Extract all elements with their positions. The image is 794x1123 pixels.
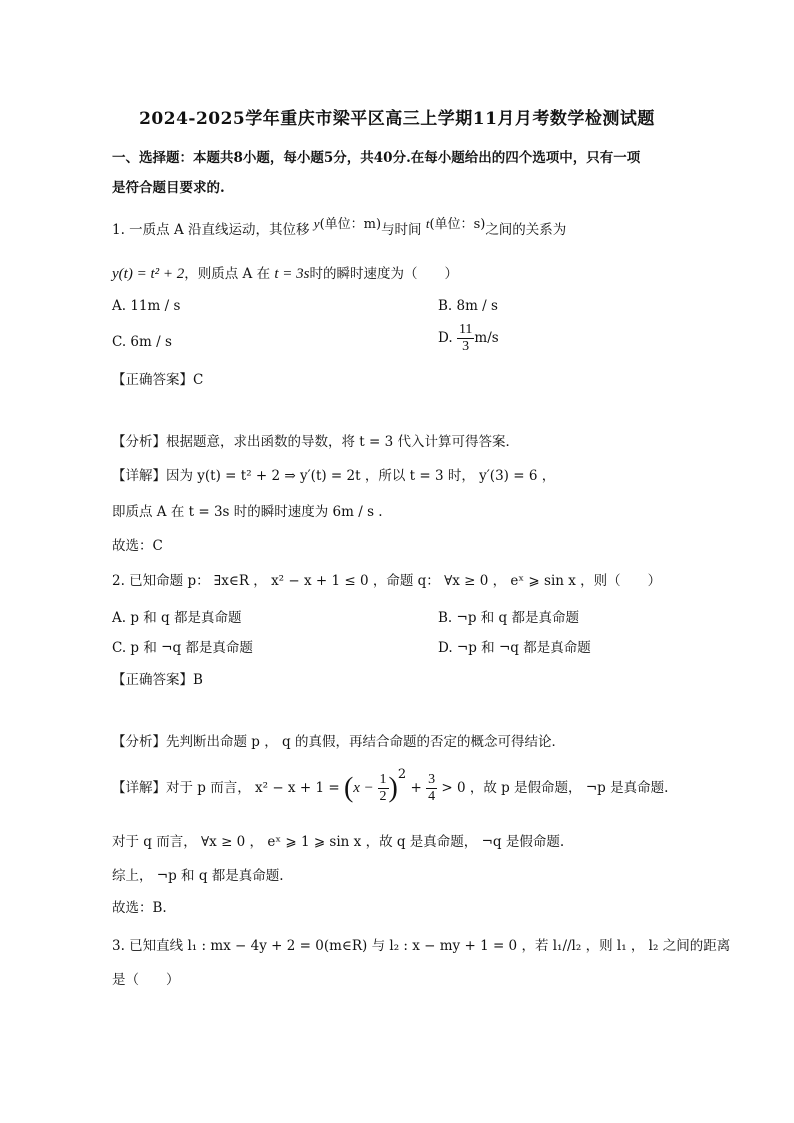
- q3-stem-line1: 3. 已知直线 l₁ : mx − 4y + 2 = 0(m∈R) 与 l₂ : x − my + 1 = 0 ，若 l₁//l₂ ，则 l₁ ， l₂ 之间的距离: [112, 938, 731, 954]
- q2-option-a: A. p 和 q 都是真命题: [112, 610, 242, 626]
- q1-s: s): [473, 217, 486, 232]
- q1-m: m): [363, 217, 382, 232]
- q2-half-fraction: $\frac{1}{2}$: [379, 772, 387, 804]
- q1-t3: t = 3s: [274, 266, 310, 282]
- q2-right-paren: ): [388, 772, 398, 804]
- q1-relation: y(t) = t² + 2: [112, 266, 185, 282]
- q1-stem-line2: [112, 264, 458, 284]
- q1-stem-d: ，则质点 A 在: [184, 266, 275, 282]
- q1-stem-b: 与时间: [381, 222, 426, 238]
- q1-choose: 故选：C: [112, 538, 163, 554]
- q2-detail-b: > 0 ，故 p 是假命题， ¬p 是真命题.: [437, 780, 669, 796]
- q1-t-label: t: [425, 216, 430, 231]
- q1-option-c: C. 6m / s: [112, 334, 172, 350]
- q2-stem: 2. 已知命题 p： ∃x∈R ， x² − x + 1 ≤ 0 ，命题 q： ∀x ≥ 0 ， eˣ ⩾ sin x ，则（ ）: [112, 573, 662, 589]
- q2-detail: [112, 768, 668, 809]
- q2-left-paren: (: [343, 772, 354, 804]
- q1-option-d: [438, 322, 499, 355]
- q2-detail-x: x −: [353, 780, 378, 796]
- q2-choose: 故选：B.: [112, 900, 167, 916]
- q1-option-a: A. 11m / s: [112, 298, 181, 314]
- q3-stem-line2: 是（ ）: [112, 972, 180, 988]
- q2-three-quarters-fraction: $\frac{3}{4}$: [428, 772, 436, 804]
- q1-y-label: y: [313, 216, 320, 231]
- q1-answer: 【正确答案】C: [112, 372, 204, 388]
- q1-option-d-fraction: $\frac{11}{3}$: [458, 322, 473, 354]
- page-title: 2024-2025学年重庆市梁平区高三上学期11月月考数学检测试题: [139, 109, 655, 129]
- q2-option-c: C. p 和 ¬q 都是真命题: [112, 640, 253, 656]
- q2-summary: 综上， ¬p 和 q 都是真命题.: [112, 868, 284, 884]
- q1-stem-c: 之间的关系为: [485, 222, 567, 238]
- q2-answer: 【正确答案】B: [112, 672, 203, 688]
- q1-stem-a: 1. 一质点 A 沿直线运动，其位移: [112, 222, 314, 238]
- q1-stem-line1: [112, 216, 567, 241]
- q2-option-b: B. ¬p 和 q 都是真命题: [438, 610, 579, 626]
- q2-detail-a: 【详解】对于 p 而言， x² − x + 1 =: [112, 780, 344, 796]
- q1-option-d-prefix: D.: [438, 330, 457, 346]
- q2-square: 2: [397, 767, 407, 782]
- q1-option-b: B. 8m / s: [438, 298, 498, 314]
- q1-detail2: 即质点 A 在 t = 3s 时的瞬时速度为 6m / s .: [112, 504, 383, 520]
- section-heading-line1: 一、选择题：本题共8小题，每小题5分，共40分.在每小题给出的四个选项中，只有一项: [112, 150, 641, 166]
- q1-unit-m: (单位：: [319, 217, 364, 232]
- q1-analysis: 【分析】根据题意，求出函数的导数，将 t = 3 代入计算可得答案．: [112, 434, 519, 450]
- q2-plus: +: [406, 780, 427, 796]
- q1-stem-e: 时的瞬时速度为（ ）: [309, 266, 458, 282]
- q1-option-d-unit: m/s: [474, 330, 499, 346]
- section-heading-line2: 是符合题目要求的.: [112, 180, 225, 196]
- q2-analysis: 【分析】先判断出命题 p ， q 的真假，再结合命题的否定的概念可得结论．: [112, 734, 565, 750]
- q2-option-d: D. ¬p 和 ¬q 都是真命题: [438, 640, 591, 656]
- q1-unit-s: (单位：: [429, 217, 474, 232]
- q1-detail: 【详解】因为 y(t) = t² + 2 ⇒ y′(t) = 2t ，所以 t = 3 时， y′(3) = 6 ，: [112, 468, 556, 484]
- q2-detail2: 对于 q 而言， ∀x ≥ 0 ， eˣ ⩾ 1 ⩾ sin x ，故 q 是真命题， ¬q 是假命题.: [112, 834, 565, 850]
